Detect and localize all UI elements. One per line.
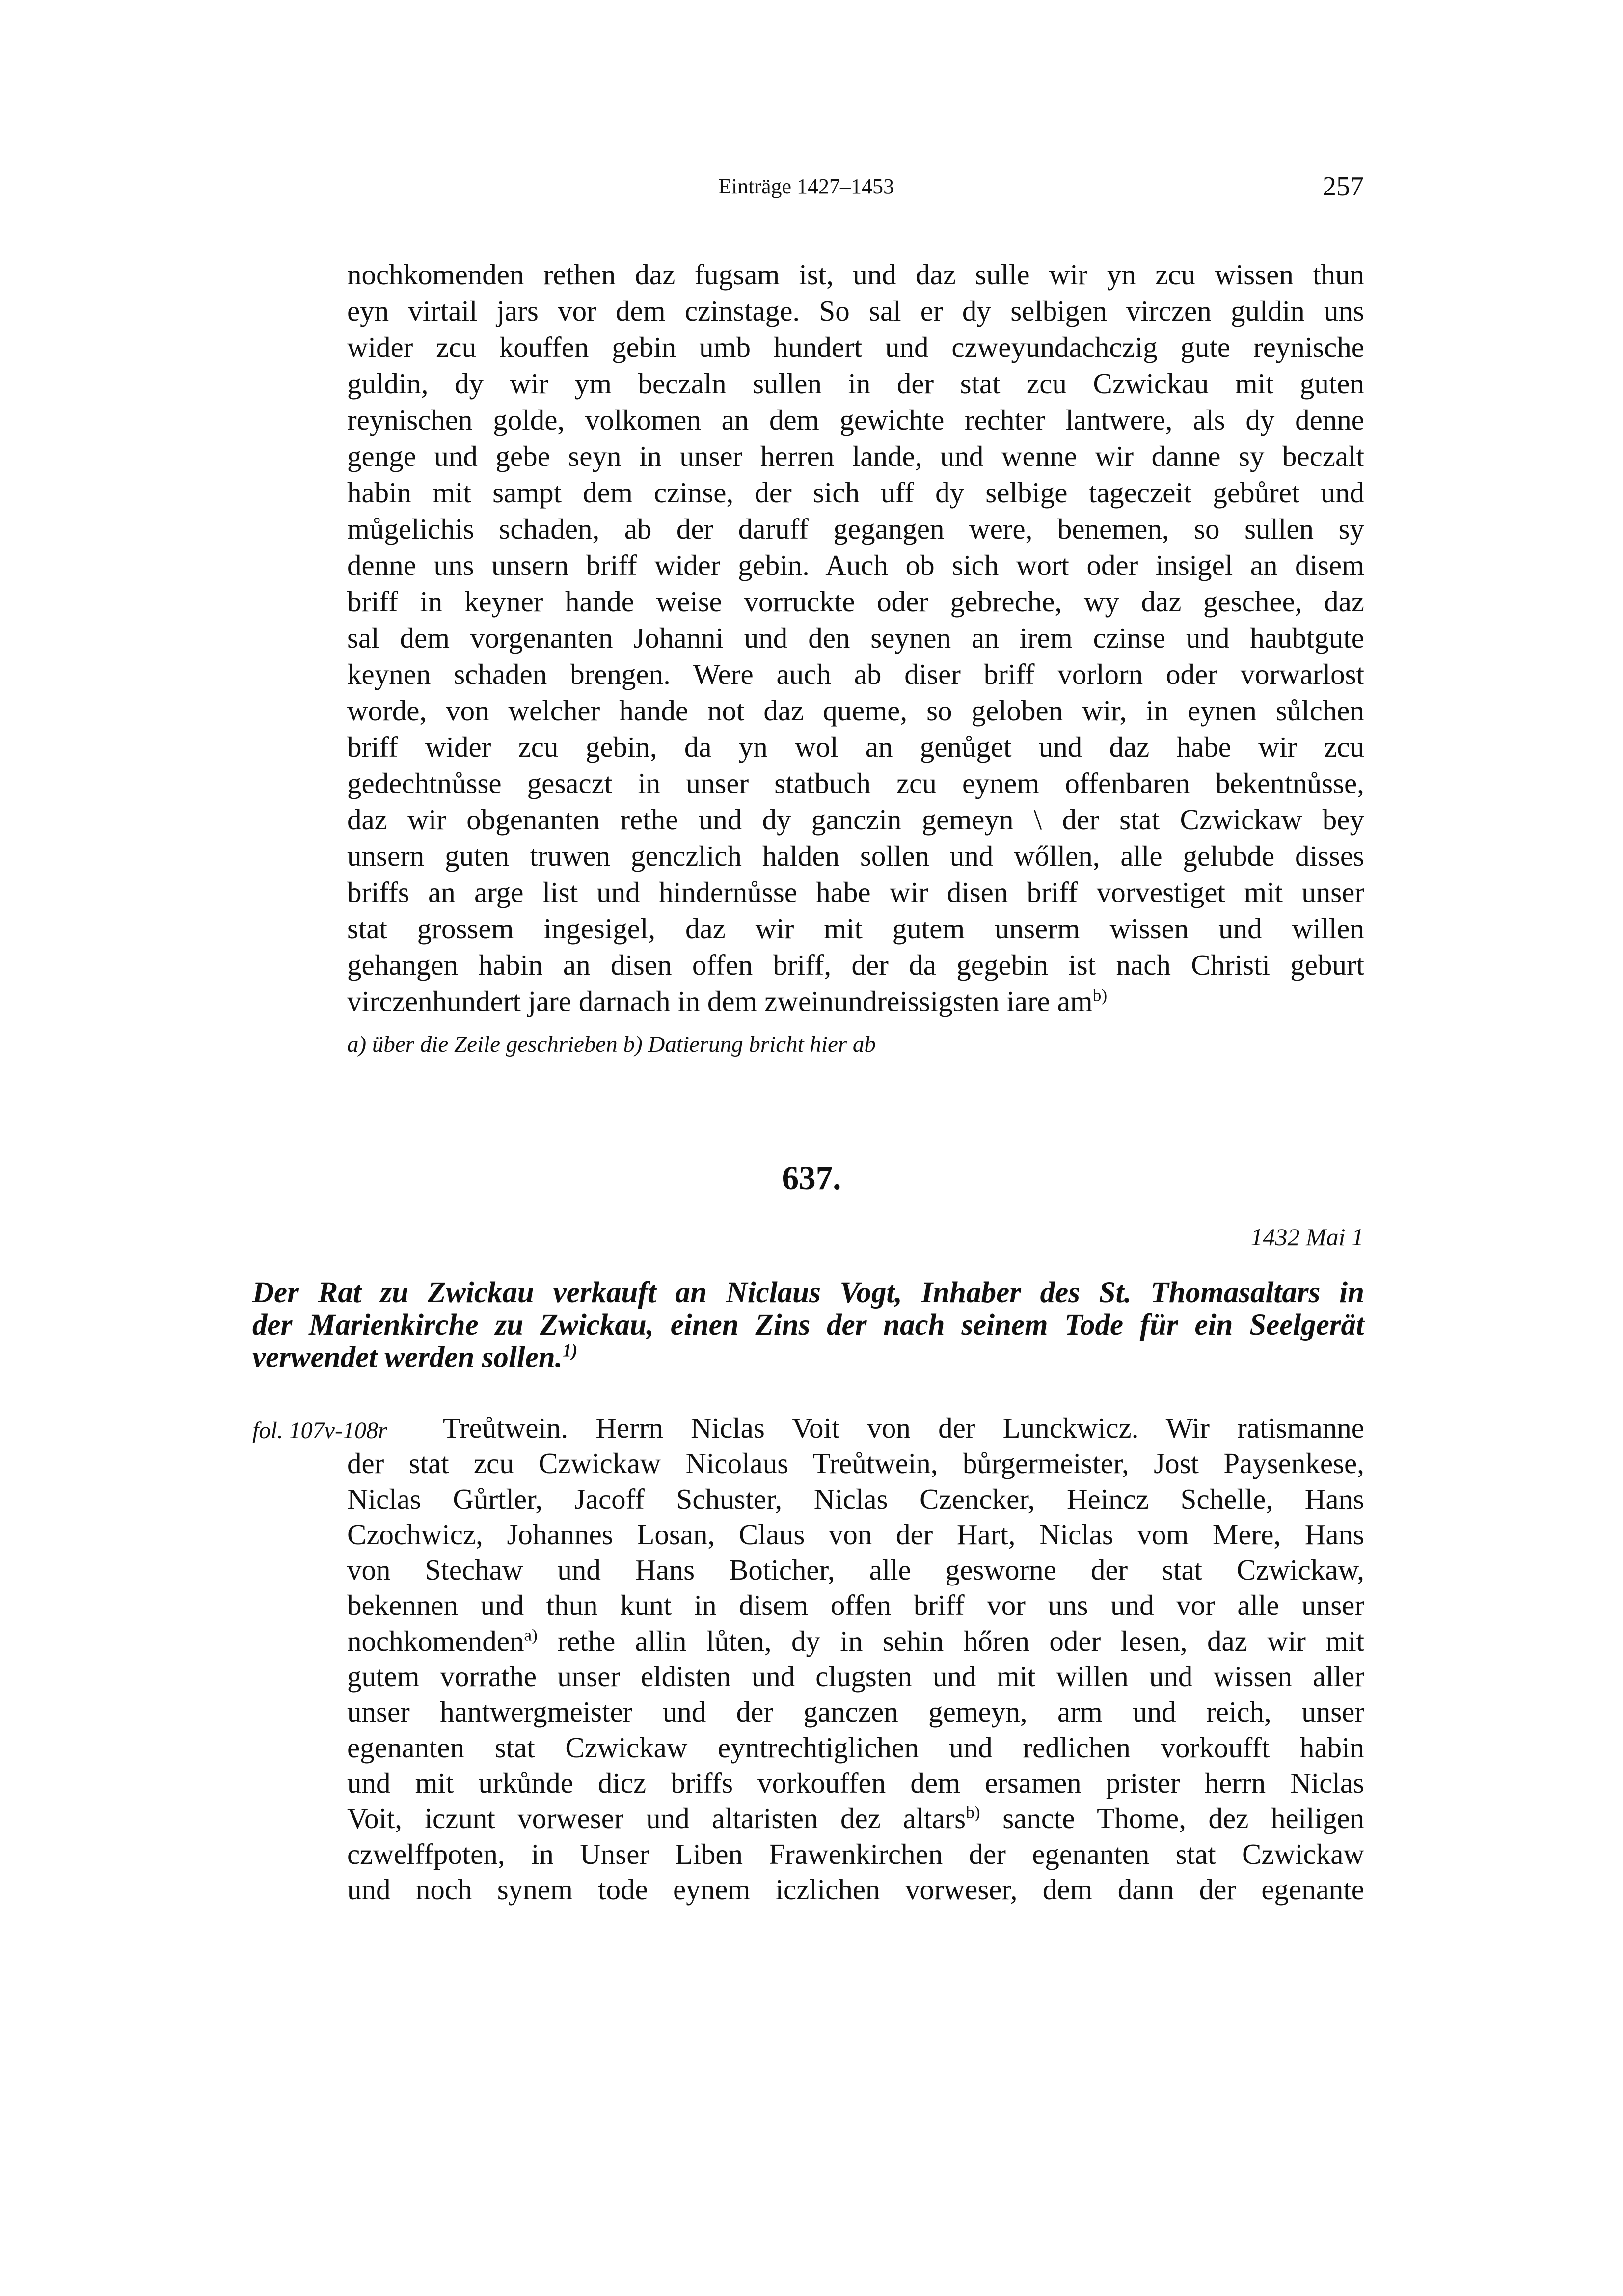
footnote-marker: b) (1092, 985, 1108, 1005)
entry-date: 1432 Mai 1 (1250, 1223, 1364, 1251)
continuation-line-text: briffs an arge list und hindernůsse habe wir disen briff vorvestiget mit unser (347, 876, 1364, 908)
entry-text-line: von Stechaw und Hans Boticher, alle gesworne der stat Czwickaw, (347, 1554, 1364, 1586)
entry-text (347, 1410, 1364, 1907)
continuation-line-text: wider zcu kouffen gebin umb hundert und czweyundachczig gute reynische (347, 331, 1364, 363)
entry-text-line (347, 1623, 1364, 1659)
continuation-line (347, 656, 1364, 692)
continuation-line-text: keynen schaden brengen. Were auch ab diser briff vorlorn oder vorwarlost (347, 658, 1364, 690)
entry-text-line: bekennen und thun kunt in disem offen briff vor uns und vor alle unser (347, 1589, 1364, 1622)
continuation-line-text: worde, von welcher hande not daz queme, so geloben wir, in eynen sůlchen (347, 694, 1364, 727)
continuation-line-text: můgelichis schaden, ab der daruff gegangen were, benemen, so sullen sy (347, 513, 1364, 545)
continuation-line (347, 474, 1364, 511)
entry-text-line: und noch synem tode eynem iczlichen vorweser, dem dann der egenante (347, 1873, 1364, 1906)
continuation-line (347, 801, 1364, 838)
continuation-line (347, 329, 1364, 365)
entry-text-line: unser hantwergmeister und der ganczen gemeyn, arm und reich, unser (347, 1695, 1364, 1728)
continuation-line (347, 365, 1364, 402)
continuation-line (347, 729, 1364, 765)
continuation-line (347, 583, 1364, 620)
entry-text-line: Czochwicz, Johannes Losan, Claus von der Hart, Niclas vom Mere, Hans (347, 1518, 1364, 1551)
entry-text-line (347, 1801, 1364, 1836)
entry-text-segment: Voit, iczunt vorweser und altaristen dez altars (347, 1802, 966, 1835)
summary-line: der Marienkirche zu Zwickau, einen Zins der nach seinem Tode für ein Seelgerät (252, 1309, 1364, 1341)
continuation-line-text: gehangen habin an disen offen briff, der da gegebin ist nach Christi geburt (347, 949, 1364, 981)
continuation-line-text: stat grossem ingesigel, daz wir mit gutem unserm wissen und willen (347, 912, 1364, 945)
continuation-line-text: genge und gebe seyn in unser herren lande, und wenne wir danne sy beczalt (347, 440, 1364, 472)
entry-text-line: und mit urkůnde dicz briffs vorkouffen dem ersamen prister herrn Niclas (347, 1766, 1364, 1799)
continuation-line-text: sal dem vorgenanten Johanni und den seynen an irem czinse und haubtgute (347, 622, 1364, 654)
entry-text-line: egenanten stat Czwickaw eyntrechtiglichen und redlichen vorkoufft habin (347, 1731, 1364, 1764)
summary-line-text: verwendet werden sollen. (252, 1341, 563, 1374)
summary-line: Der Rat zu Zwickau verkauft an Niclaus Vogt, Inhaber des St. Thomasaltars in (252, 1276, 1364, 1309)
entry-text-line: der stat zcu Czwickaw Nicolaus Treůtwein, bůrgermeister, Jost Paysenkese, (347, 1447, 1364, 1480)
continuation-line (347, 838, 1364, 874)
entry-text-line: czwelffpoten, in Unser Liben Frawenkirchen der egenanten stat Czwickaw (347, 1837, 1364, 1870)
continuation-line (347, 983, 1364, 1019)
continuation-line-text: nochkomenden rethen daz fugsam ist, und daz sulle wir yn zcu wissen thun (347, 258, 1364, 291)
continuation-line-text: briff wider zcu gebin, da yn wol an genůget und daz habe wir zcu (347, 731, 1364, 763)
summary-line (252, 1341, 1364, 1374)
entry-number: 637. (782, 1159, 841, 1197)
continuation-line-text: daz wir obgenanten rethe und dy ganczin gemeyn \ der stat Czwickaw bey (347, 803, 1364, 836)
continuation-line-text: guldin, dy wir ym beczaln sullen in der stat zcu Czwickau mit guten (347, 367, 1364, 400)
entry-text-line: gutem vorrathe unser eldisten und clugsten und mit willen und wissen aller (347, 1660, 1364, 1693)
continuation-line (347, 256, 1364, 293)
footnote-marker: 1) (562, 1340, 578, 1361)
continuation-line (347, 547, 1364, 583)
page-number: 257 (1323, 171, 1364, 202)
continuation-line (347, 402, 1364, 438)
footnote-marker: b) (966, 1802, 980, 1822)
entry-text-line: Treůtwein. Herrn Niclas Voit von der Lunckwicz. Wir ratismanne (443, 1412, 1364, 1444)
continuation-line-text: reynischen golde, volkomen an dem gewichte rechter lantwere, als dy denne (347, 404, 1364, 436)
entry-text-segment: rethe allin lůten, dy in sehin hőren oder lesen, daz wir mit (537, 1624, 1364, 1657)
entry-text-line: Niclas Gůrtler, Jacoff Schuster, Niclas Czencker, Heincz Schelle, Hans (347, 1482, 1364, 1515)
continuation-line (347, 293, 1364, 329)
entry-text-segment: nochkomenden (347, 1624, 524, 1657)
continuation-line-text: unsern guten truwen genczlich halden sollen und wőllen, alle gelubde disses (347, 840, 1364, 872)
continuation-text (347, 256, 1364, 1019)
continuation-line (347, 438, 1364, 474)
continuation-line-text: briff in keyner hande weise vorruckte oder gebreche, wy daz geschee, daz (347, 585, 1364, 618)
continuation-line (347, 765, 1364, 801)
continuation-line (347, 692, 1364, 729)
entry-text-segment: sancte Thome, dez heiligen (980, 1802, 1365, 1835)
footnote-marker: a) (524, 1625, 538, 1645)
continuation-line-text: denne uns unsern briff wider gebin. Auch ob sich wort oder insigel an disem (347, 549, 1364, 581)
continuation-line (347, 910, 1364, 947)
running-header-title: Einträge 1427–1453 (718, 174, 894, 198)
continuation-line-text: eyn virtail jars vor dem czinstage. So sal er dy selbigen virczen guldin uns (347, 295, 1364, 327)
continuation-line (347, 620, 1364, 656)
entry-summary (252, 1277, 1364, 1374)
continuation-line-text: habin mit sampt dem czinse, der sich uff dy selbige tageczeit gebůret und (347, 476, 1364, 509)
continuation-line (347, 511, 1364, 547)
continuation-line-text: gedechtnůsse gesaczt in unser statbuch zcu eynem offenbaren bekentnůsse, (347, 767, 1364, 799)
continuation-line-text: virczenhundert jare darnach in dem zweinundreissigsten iare am (347, 985, 1093, 1017)
continuation-line (347, 947, 1364, 983)
continuation-line (347, 874, 1364, 910)
textual-notes: a) über die Zeile geschrieben b) Datierung bricht hier ab (347, 1032, 876, 1057)
folio-reference: fol. 107v-108r (252, 1418, 387, 1444)
